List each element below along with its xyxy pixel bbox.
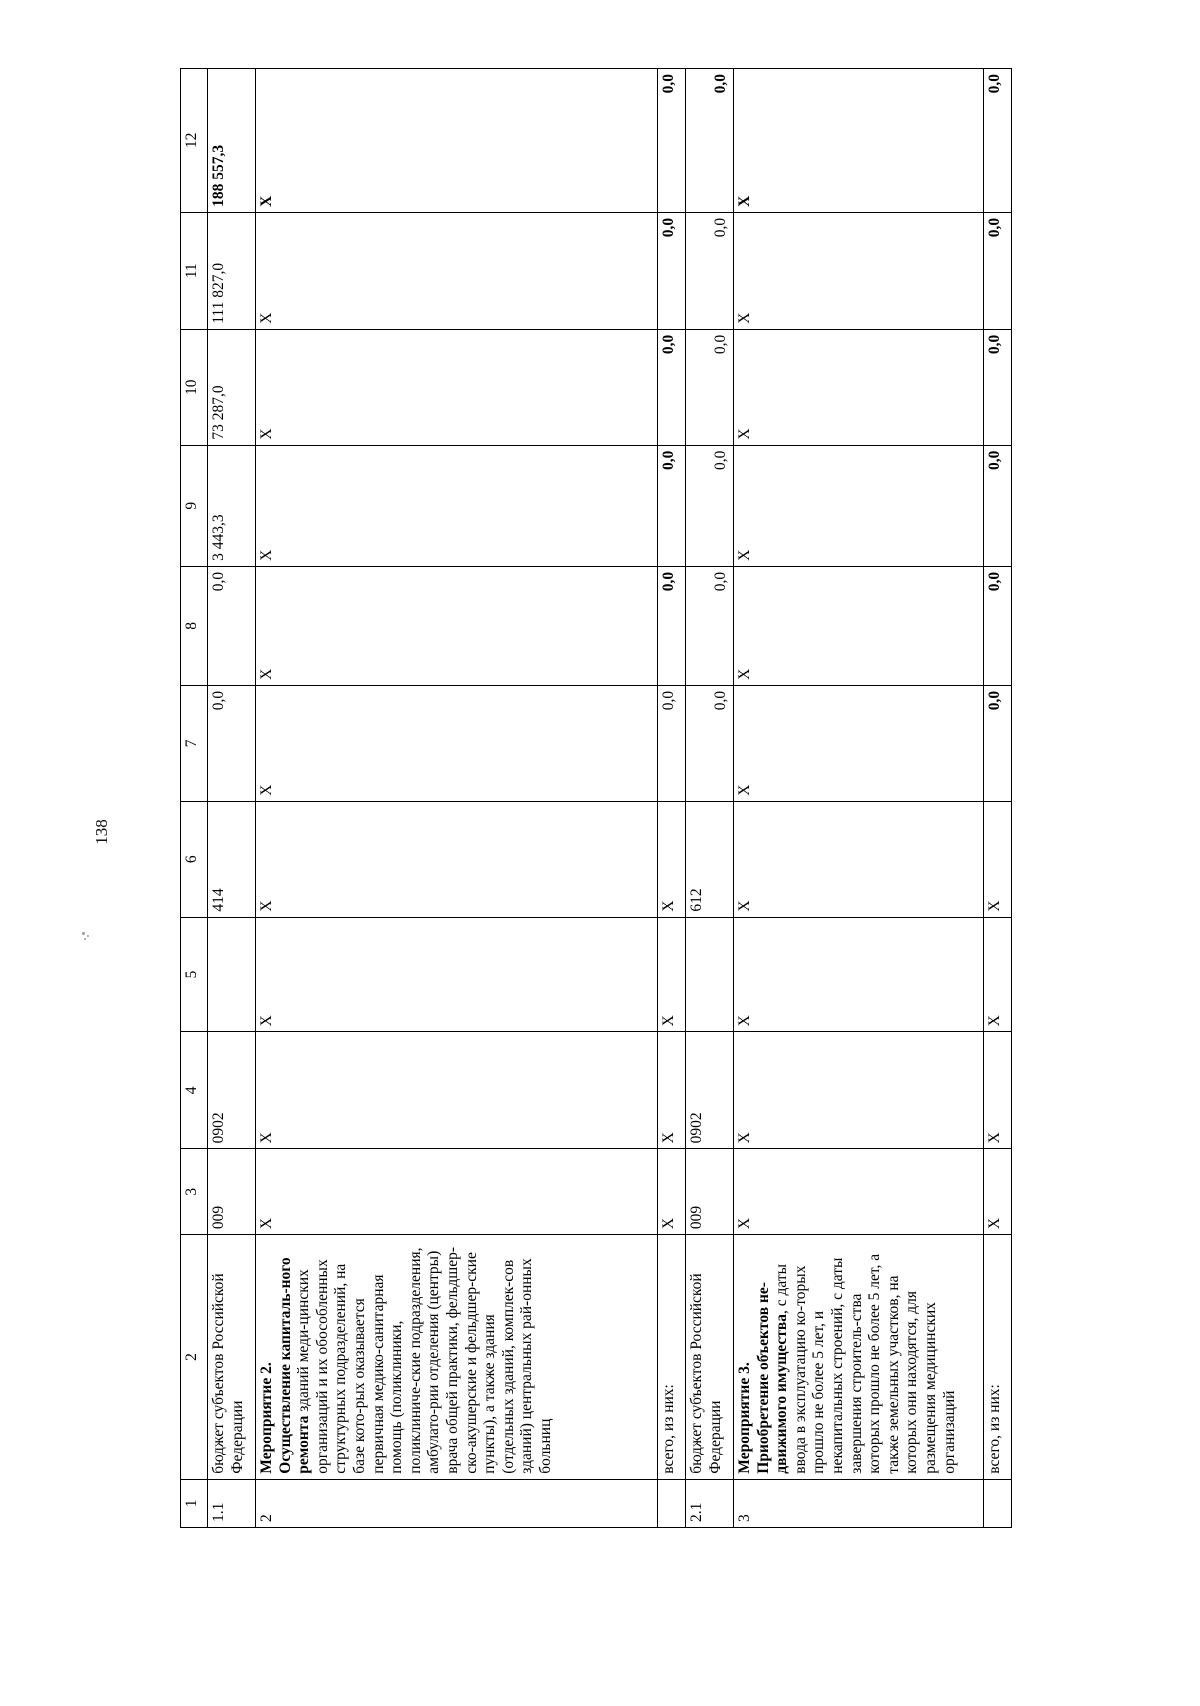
cell-x: Х xyxy=(984,1032,1012,1149)
measure-title: Мероприятие 2. xyxy=(258,1362,275,1474)
cell-x: Х xyxy=(256,917,658,1032)
table-row-2-1 xyxy=(686,69,734,1528)
cell-expense-type: 414 xyxy=(208,801,256,917)
rotated-table-wrapper xyxy=(180,68,1060,1528)
cell-value: 73 287,0 xyxy=(208,329,256,445)
cell-x: Х xyxy=(658,1032,686,1149)
cell-grbs: 009 xyxy=(208,1149,256,1235)
row-name: всего, из них: xyxy=(984,1235,1012,1480)
cell-value: 0,0 xyxy=(208,685,256,801)
table-row-3-total xyxy=(984,69,1012,1528)
header-cell: 1 xyxy=(181,1479,208,1527)
cell-x: Х xyxy=(734,685,984,801)
header-cell: 3 xyxy=(181,1149,208,1235)
measure-bold-lead: Приобретение объектов не-движимого имущества xyxy=(754,1282,791,1474)
cell-value: 0,0 xyxy=(686,329,734,445)
page-number: 138 xyxy=(92,819,111,845)
measure-description xyxy=(734,1235,984,1480)
cell-expense-type: 612 xyxy=(686,801,734,917)
cell-x: Х xyxy=(734,329,984,445)
cell-total: 188 557,3 xyxy=(208,69,256,213)
cell-x: Х xyxy=(658,801,686,917)
table-row-2 xyxy=(256,69,658,1528)
cell-value: 0,0 xyxy=(658,69,686,213)
table-row-3 xyxy=(734,69,984,1528)
cell-x: Х xyxy=(256,445,658,566)
cell-x: Х xyxy=(256,1149,658,1235)
header-cell: 5 xyxy=(181,917,208,1032)
cell-value: 0,0 xyxy=(686,445,734,566)
cell-x: Х xyxy=(984,1149,1012,1235)
measure-title: Мероприятие 3. xyxy=(736,1362,753,1474)
cell-value: 111 827,0 xyxy=(208,212,256,329)
cell-section: 0902 xyxy=(208,1032,256,1149)
header-cell: 2 xyxy=(181,1235,208,1480)
row-number xyxy=(984,1479,1012,1527)
budget-table xyxy=(180,68,1012,1528)
cell-value: 0,0 xyxy=(984,566,1012,685)
cell-x: Х xyxy=(984,801,1012,917)
cell-x: Х xyxy=(256,1032,658,1149)
cell-x: Х xyxy=(734,1149,984,1235)
cell-value: 0,0 xyxy=(686,212,734,329)
table-row-1-1 xyxy=(208,69,256,1528)
cell-x: Х xyxy=(256,329,658,445)
measure-text: , с даты ввода в эксплуатацию ко-торых прошло не более 5 лет, и некапитальных строений, с даты завершения строитель-ства которых прошло не более 5 лет, а также земельных участков, на которых они находятся, для размещения медицинских организаций xyxy=(773,1253,958,1474)
cell-value: 0,0 xyxy=(658,445,686,566)
cell-value: 0,0 xyxy=(658,685,686,801)
cell-value: 0,0 xyxy=(658,212,686,329)
cell-grbs: 009 xyxy=(686,1149,734,1235)
cell-target xyxy=(208,917,256,1032)
row-number: 3 xyxy=(734,1479,984,1527)
row-number: 2.1 xyxy=(686,1479,734,1527)
cell-x: Х xyxy=(734,69,984,213)
cell-x: Х xyxy=(658,1149,686,1235)
header-cell: 6 xyxy=(181,801,208,917)
cell-value: 0,0 xyxy=(686,685,734,801)
cell-value: 0,0 xyxy=(658,329,686,445)
cell-x: Х xyxy=(256,212,658,329)
cell-value: 0,0 xyxy=(984,69,1012,213)
cell-value: 0,0 xyxy=(686,566,734,685)
row-number: 2 xyxy=(256,1479,658,1527)
header-row xyxy=(181,69,208,1528)
measure-description xyxy=(256,1235,658,1480)
measure-text: зданий меди-цинских организаций и их обособленных структурных подразделений, на базе кото-рых оказывается первичная медико-санитарная помощь (поликлиники, поликлиниче-ские подразделения, амбулато-рии отделения (центры) врача общей практики, фельдшер-ско-акушерские и фельдшер-ские пункты), а также здания (отдельных зданий, комплек-сов зданий) центральных рай-онных больниц xyxy=(295,1247,554,1474)
row-number: 1.1 xyxy=(208,1479,256,1527)
cell-value: 0,0 xyxy=(686,69,734,213)
cell-value: 3 443,3 xyxy=(208,445,256,566)
cell-x: Х xyxy=(256,566,658,685)
cell-value: 0,0 xyxy=(984,685,1012,801)
cell-value: 0,0 xyxy=(658,566,686,685)
cell-x: Х xyxy=(256,685,658,801)
cell-x: Х xyxy=(256,801,658,917)
row-name: всего, из них: xyxy=(658,1235,686,1480)
cell-value: 0,0 xyxy=(984,212,1012,329)
scan-speck xyxy=(80,930,92,942)
cell-x: Х xyxy=(734,917,984,1032)
cell-x: Х xyxy=(734,445,984,566)
cell-section: 0902 xyxy=(686,1032,734,1149)
cell-x: Х xyxy=(984,917,1012,1032)
header-cell: 12 xyxy=(181,69,208,213)
cell-x: Х xyxy=(658,917,686,1032)
cell-x: Х xyxy=(256,69,658,213)
row-name: бюджет субъектов Российской Федерации xyxy=(686,1235,734,1480)
cell-value: 0,0 xyxy=(984,445,1012,566)
header-cell: 9 xyxy=(181,445,208,566)
cell-x: Х xyxy=(734,566,984,685)
cell-target xyxy=(686,917,734,1032)
header-cell: 4 xyxy=(181,1032,208,1149)
cell-x: Х xyxy=(734,212,984,329)
cell-x: Х xyxy=(734,801,984,917)
header-cell: 7 xyxy=(181,685,208,801)
measure-bold-lead: Осуществление капиталь-ного ремонта xyxy=(276,1257,313,1474)
header-cell: 10 xyxy=(181,329,208,445)
header-cell: 11 xyxy=(181,212,208,329)
cell-x: Х xyxy=(734,1032,984,1149)
row-number xyxy=(658,1479,686,1527)
table-row-2-total xyxy=(658,69,686,1528)
header-cell: 8 xyxy=(181,566,208,685)
row-name: бюджет субъектов Российской Федерации xyxy=(208,1235,256,1480)
cell-value: 0,0 xyxy=(208,566,256,685)
cell-value: 0,0 xyxy=(984,329,1012,445)
